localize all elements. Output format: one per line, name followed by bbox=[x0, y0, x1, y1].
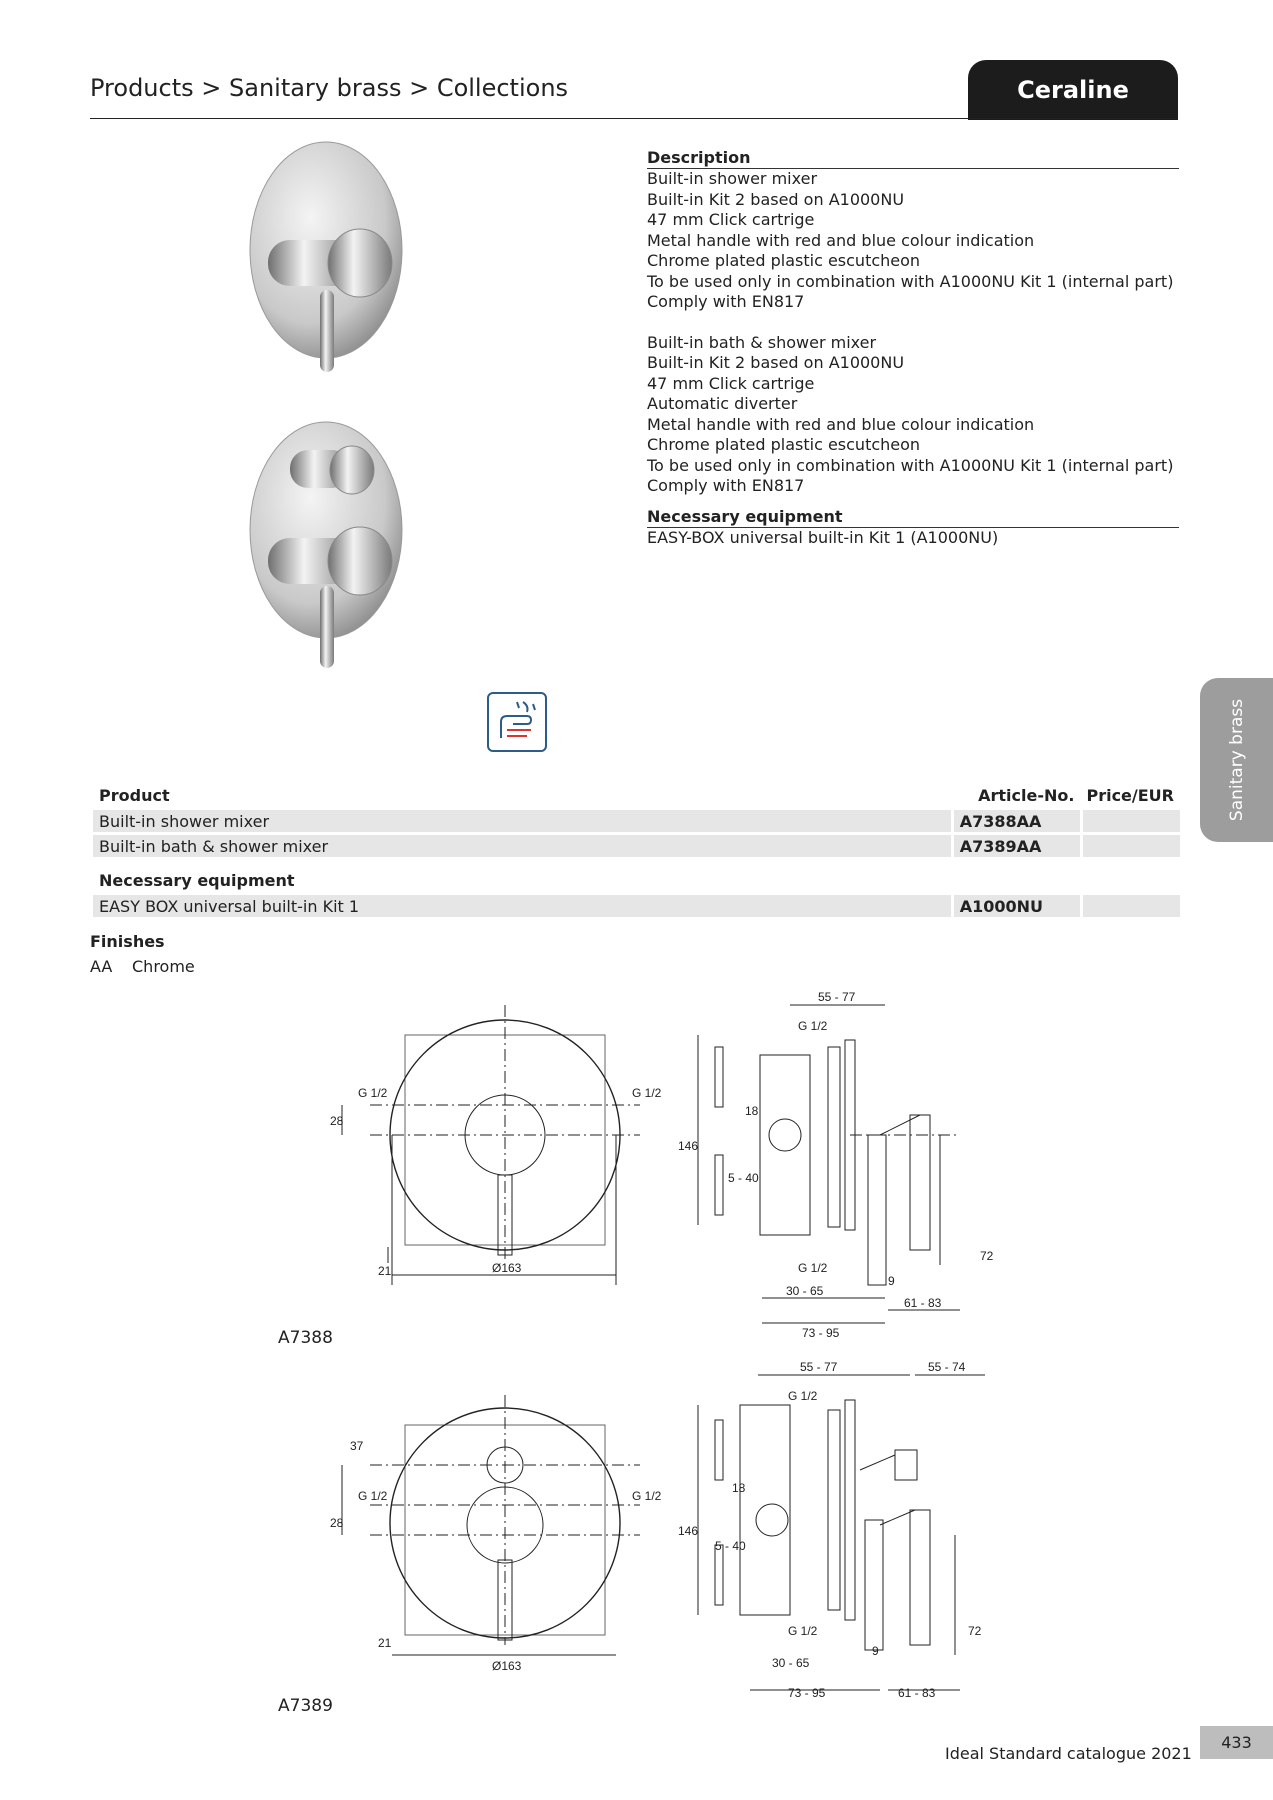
dim-61-83: 61 - 83 bbox=[898, 1686, 936, 1700]
desc-line: 47 mm Click cartrige bbox=[647, 373, 815, 393]
dim-72: 72 bbox=[980, 1249, 994, 1263]
desc-line: Chrome plated plastic escutcheon bbox=[647, 251, 921, 270]
dim-61-83: 61 - 83 bbox=[904, 1296, 942, 1310]
connection-left: G 1/2 bbox=[358, 1489, 388, 1503]
collection-title: Ceraline bbox=[968, 60, 1178, 120]
desc-line: Built-in shower mixer bbox=[647, 169, 818, 188]
price bbox=[1080, 835, 1180, 857]
dim-18: 18 bbox=[732, 1481, 746, 1495]
finishes-title: Finishes bbox=[90, 932, 165, 951]
g-top: G 1/2 bbox=[788, 1389, 818, 1403]
table-subheader bbox=[93, 860, 1180, 892]
shower-mixer-image bbox=[230, 140, 430, 400]
drawing-tag: A7388 bbox=[278, 1328, 333, 1348]
desc-line: Comply with EN817 bbox=[647, 292, 805, 311]
dim-28: 28 bbox=[330, 1114, 344, 1128]
dim-diameter: Ø163 bbox=[492, 1659, 522, 1673]
g-bottom: G 1/2 bbox=[788, 1624, 818, 1638]
dim-21: 21 bbox=[378, 1264, 392, 1278]
article-no: A7389AA bbox=[951, 835, 1081, 857]
dim-30-65: 30 - 65 bbox=[772, 1656, 810, 1670]
g-bottom: G 1/2 bbox=[798, 1261, 828, 1275]
desc-line: Built-in bath & shower mixer bbox=[647, 332, 877, 352]
desc-line: Comply with EN817 bbox=[647, 476, 805, 495]
side-tab-sanitary-brass[interactable] bbox=[1200, 678, 1273, 842]
dim-146: 146 bbox=[678, 1524, 699, 1538]
price bbox=[1080, 895, 1180, 917]
col-article: Article-No. bbox=[978, 785, 1075, 805]
finish-name: Chrome bbox=[132, 957, 195, 976]
dim-top-2: 55 - 74 bbox=[928, 1360, 966, 1374]
desc-line: To be used only in combination with A1000NU Kit 1 (internal part) bbox=[647, 455, 1174, 475]
dim-18: 18 bbox=[745, 1104, 759, 1118]
col-price: Price/EUR bbox=[1086, 785, 1174, 805]
side-tab-label: Sanitary brass bbox=[1226, 698, 1247, 822]
description-title: Description bbox=[647, 148, 1179, 169]
dim-9: 9 bbox=[888, 1274, 895, 1288]
finish-code: AA bbox=[90, 957, 113, 976]
necessary-equipment-text: EASY-BOX universal built-in Kit 1 (A1000NU) bbox=[647, 527, 999, 547]
product-name: EASY BOX universal built-in Kit 1 bbox=[93, 895, 951, 917]
dim-top: 55 - 77 bbox=[800, 1360, 838, 1374]
hand-operation-icon bbox=[487, 692, 547, 752]
price bbox=[1080, 810, 1180, 832]
table-header bbox=[93, 783, 1180, 807]
technical-drawing-a7388 bbox=[320, 985, 1020, 1340]
dim-37: 37 bbox=[350, 1439, 364, 1453]
col-product: Product bbox=[99, 785, 170, 805]
drawing-tag: A7389 bbox=[278, 1696, 333, 1716]
connection-left: G 1/2 bbox=[358, 1086, 388, 1100]
description-panel bbox=[647, 148, 1179, 548]
desc-line: Built-in Kit 2 based on A1000NU bbox=[647, 353, 905, 372]
product-name: Built-in shower mixer bbox=[93, 810, 951, 832]
article-no: A7388AA bbox=[951, 810, 1081, 832]
g-top: G 1/2 bbox=[798, 1019, 828, 1033]
header-divider bbox=[90, 118, 1178, 119]
dim-5-40: 5 - 40 bbox=[728, 1171, 759, 1185]
dim-146: 146 bbox=[678, 1139, 699, 1153]
article-no: A1000NU bbox=[951, 895, 1081, 917]
desc-line: Automatic diverter bbox=[647, 394, 798, 413]
product-table bbox=[93, 780, 1180, 920]
dim-top: 55 - 77 bbox=[818, 990, 856, 1004]
necessary-equipment-header: Necessary equipment bbox=[99, 870, 295, 890]
desc-line: Built-in Kit 2 based on A1000NU bbox=[647, 189, 905, 209]
dim-5-40: 5 - 40 bbox=[715, 1539, 746, 1553]
dim-9: 9 bbox=[872, 1644, 879, 1658]
footer-catalogue: Ideal Standard catalogue 2021 bbox=[945, 1744, 1192, 1763]
dim-diameter: Ø163 bbox=[492, 1261, 522, 1275]
necessary-equipment-title: Necessary equipment bbox=[647, 507, 1179, 528]
dim-30-65: 30 - 65 bbox=[786, 1284, 824, 1298]
breadcrumb[interactable]: Products > Sanitary brass > Collections bbox=[90, 74, 569, 102]
technical-drawing-a7389 bbox=[320, 1355, 1020, 1710]
desc-line: Metal handle with red and blue colour indication bbox=[647, 230, 1035, 250]
desc-line: 47 mm Click cartrige bbox=[647, 210, 815, 229]
connection-right: G 1/2 bbox=[632, 1086, 662, 1100]
desc-line: To be used only in combination with A1000NU Kit 1 (internal part) bbox=[647, 271, 1174, 291]
connection-right: G 1/2 bbox=[632, 1489, 662, 1503]
product-name: Built-in bath & shower mixer bbox=[93, 835, 951, 857]
desc-line: Metal handle with red and blue colour indication bbox=[647, 414, 1035, 434]
page-number: 433 bbox=[1200, 1726, 1273, 1759]
dim-21: 21 bbox=[378, 1636, 392, 1650]
dim-73-95: 73 - 95 bbox=[802, 1326, 840, 1340]
desc-line: Chrome plated plastic escutcheon bbox=[647, 435, 921, 454]
table-row bbox=[93, 835, 1180, 857]
dim-72: 72 bbox=[968, 1624, 982, 1638]
dim-73-95: 73 - 95 bbox=[788, 1686, 826, 1700]
table-row bbox=[93, 895, 1180, 917]
dim-28: 28 bbox=[330, 1516, 344, 1530]
table-row bbox=[93, 810, 1180, 832]
finish-item bbox=[90, 957, 195, 976]
bath-shower-mixer-image bbox=[230, 420, 430, 680]
